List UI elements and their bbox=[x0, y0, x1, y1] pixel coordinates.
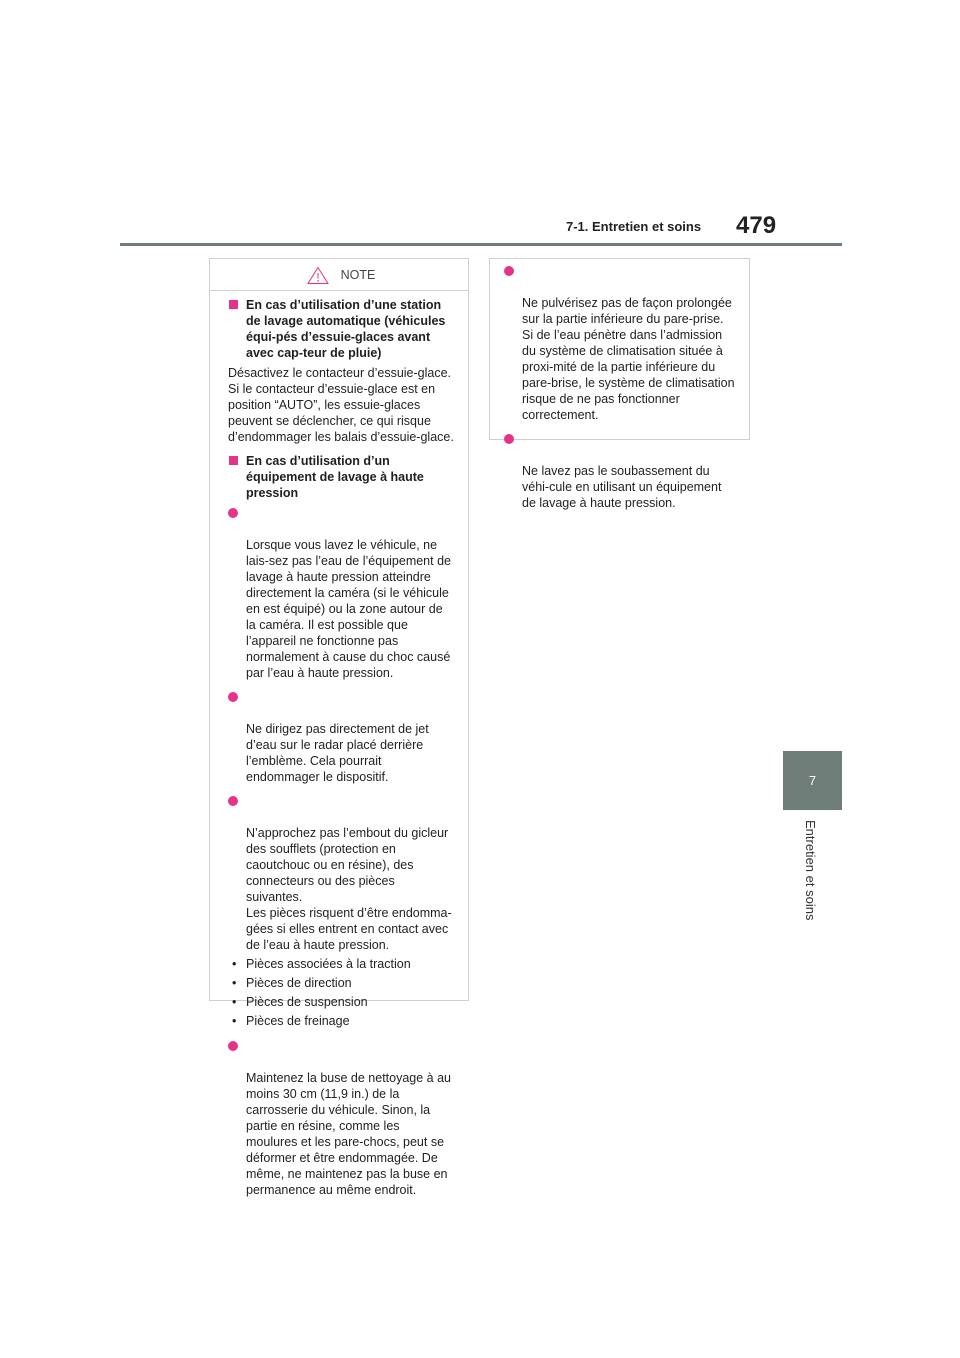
sub-list-item: • Pièces de suspension bbox=[232, 995, 368, 1009]
note-title: NOTE bbox=[340, 268, 376, 282]
sub-list-item: • Pièces associées à la traction bbox=[232, 957, 411, 971]
list-item: Ne lavez pas le soubassement du véhi-cule en utilisant un équipement de lavage à haute pression. bbox=[504, 431, 735, 511]
note-divider bbox=[210, 290, 468, 291]
section-heading: En cas d’utilisation d’une station de lavage automatique (véhicules équi-pés d’essuie-glaces avant avec cap-teur de pluie) bbox=[228, 297, 454, 361]
round-bullet-icon bbox=[228, 1041, 238, 1051]
note-box bbox=[209, 258, 469, 1197]
list-item: Ne pulvérisez pas de façon prolongée sur la partie inférieure du pare-prise. Si de l’eau pénètre dans l’admission du système de climatisation située à proxi-mité de la partie inférieure du pare-brise, le système de climatisation risque de ne pas fonctionner correctement. bbox=[504, 263, 735, 423]
round-bullet-icon bbox=[228, 796, 238, 806]
list-item: N’approchez pas l’embout du gicleur des soufflets (protection en caoutchouc ou en résine), des connecteurs ou des pièces suivantes. Les pièces risquent d’être endomma-gées si elles entrent en contact avec de l’eau à haute pression. bbox=[228, 793, 454, 953]
note-box-continued bbox=[489, 258, 750, 510]
warning-triangle-icon bbox=[307, 266, 329, 285]
list-item: Ne dirigez pas directement de jet d’eau sur le radar placé derrière l’emblème. Cela pourrait endommager le dispositif. bbox=[228, 689, 454, 785]
chapter-label: Entretien et soins bbox=[803, 820, 818, 921]
chapter-tab: 7 bbox=[783, 751, 842, 810]
section-title: 7-1. Entretien et soins bbox=[566, 219, 702, 234]
list-item: Lorsque vous lavez le véhicule, ne lais-sez pas l’eau de l’équipement de lavage à haute pression atteindre directement la caméra (si le véhicule en est équipé) ou la zone autour de la caméra. Il est possible que l’appareil ne fonctionne pas normalement à cause du choc causé par l’eau à haute pression. bbox=[228, 505, 454, 681]
section-heading: En cas d’utilisation d’un équipement de lavage à haute pression bbox=[228, 453, 454, 501]
page-number: 479 bbox=[736, 212, 777, 239]
sub-list-item: • Pièces de direction bbox=[232, 976, 352, 990]
sub-list-item: • Pièces de freinage bbox=[232, 1014, 350, 1028]
section-text: Désactivez le contacteur d’essuie-glace. Si le contacteur d’essuie-glace est en position “AUTO”, les essuie-glaces peuvent se déclencher, ce qui risque d’endommager les balais d’essuie-glace. bbox=[228, 366, 454, 444]
square-bullet-icon bbox=[229, 300, 238, 309]
header-rule bbox=[120, 243, 842, 246]
note-header bbox=[228, 260, 454, 290]
square-bullet-icon bbox=[229, 456, 238, 465]
round-bullet-icon bbox=[228, 692, 238, 702]
round-bullet-icon bbox=[504, 266, 514, 276]
round-bullet-icon bbox=[504, 434, 514, 444]
round-bullet-icon bbox=[228, 508, 238, 518]
list-item: Maintenez la buse de nettoyage à au moins 30 cm (11,9 in.) de la carrosserie du véhicule. Sinon, la partie en résine, comme les moulures et les pare-chocs, peut se déformer et être endommagée. De même, ne maintenez pas la buse en permanence au même endroit. bbox=[228, 1038, 454, 1198]
